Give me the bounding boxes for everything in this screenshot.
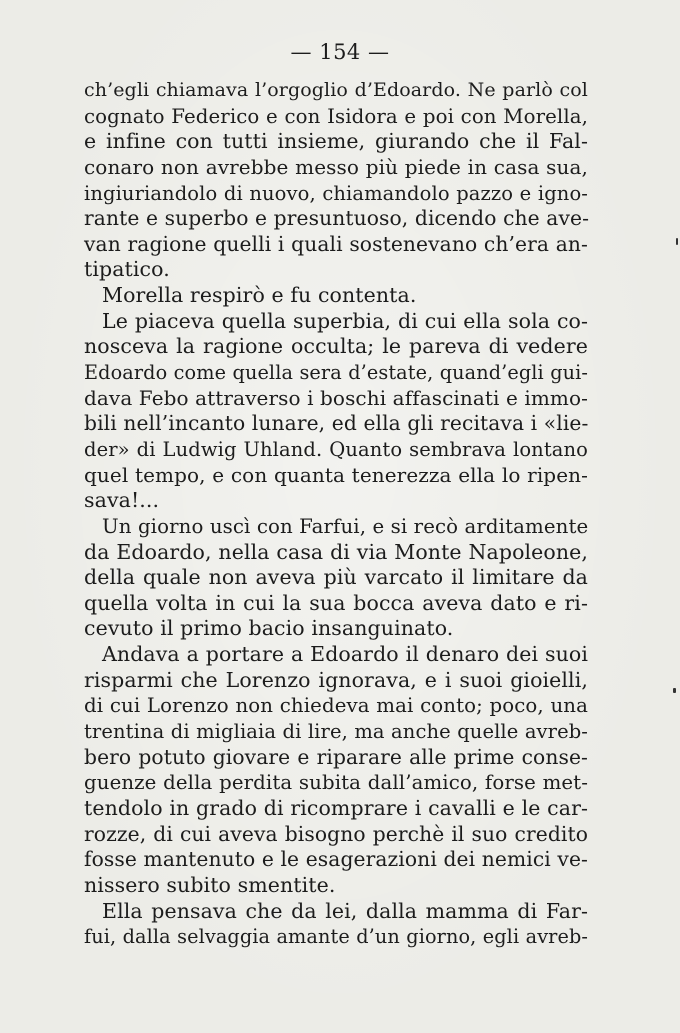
scan-speck bbox=[673, 688, 676, 693]
text-line: guenze della perdita subita dall’amico, forse met- bbox=[84, 771, 588, 795]
text-line: quel tempo, e con quanta tenerezza ella lo ripen- bbox=[84, 462, 588, 487]
text-line: bero potuto giovare e riparare alle prime conse- bbox=[84, 744, 588, 769]
text-line: nosceva la ragione occulta; le pareva di vedere bbox=[84, 334, 588, 359]
text-line: Edoardo come quella sera d’estate, quand’egli gui- bbox=[84, 361, 588, 385]
text-line: tipatico. bbox=[84, 257, 170, 282]
text-line: ch’egli chiamava l’orgoglio d’Edoardo. Ne parlò col bbox=[84, 79, 588, 101]
text-line: rante e superbo e presuntuoso, dicendo che ave- bbox=[84, 206, 590, 231]
text-line: dava Febo attraverso i boschi affascinati e immo- bbox=[84, 385, 588, 410]
text-line: fosse mantenuto e le esagerazioni dei nemici ve- bbox=[84, 847, 588, 872]
text-line: ingiuriandolo di nuovo, chiamandolo pazzo e igno- bbox=[84, 181, 588, 205]
text-line: quella volta in cui la sua bocca aveva dato e ri- bbox=[84, 590, 588, 615]
text-line: sava!... bbox=[84, 488, 160, 513]
scan-speck bbox=[676, 238, 678, 245]
text-line: della quale non aveva più varcato il limitare da bbox=[84, 565, 588, 590]
text-line: e infine con tutti insieme, giurando che il Fal- bbox=[84, 129, 588, 154]
text-line: risparmi che Lorenzo ignorava, e i suoi gioielli, bbox=[84, 667, 588, 692]
text-line: Andava a portare a Edoardo il denaro dei suoi bbox=[102, 642, 588, 667]
text-line: nissero subito smentite. bbox=[84, 872, 336, 897]
body-text bbox=[84, 78, 588, 950]
text-line: cevuto il primo bacio insanguinato. bbox=[84, 616, 454, 641]
text-line: conaro non avrebbe messo più piede in casa sua, bbox=[84, 154, 588, 179]
text-line: Un giorno uscì con Farfui, e si recò arditamente bbox=[102, 514, 589, 538]
text-line: Ella pensava che da lei, dalla mamma di Far- bbox=[102, 898, 588, 923]
text-line: fui, dalla selvaggia amante d’un giorno, egli avreb- bbox=[84, 925, 588, 949]
text-line: da Edoardo, nella casa di via Monte Napoleone, bbox=[84, 539, 588, 564]
text-line: bili nell’incanto lunare, ed ella gli recitava i «lie- bbox=[84, 411, 589, 436]
text-line: der» di Ludwig Uhland. Quanto sembrava lontano bbox=[84, 437, 588, 461]
text-line: Morella respirò e fu contenta. bbox=[102, 283, 417, 308]
text-line: di cui Lorenzo non chiedeva mai conto; poco, una bbox=[84, 694, 588, 718]
text-line: rozze, di cui aveva bisogno perchè il suo credito bbox=[84, 821, 588, 846]
text-line: cognato Federico e con Isidora e poi con Morella, bbox=[84, 104, 588, 128]
page-number: — 154 — bbox=[290, 40, 390, 64]
text-line: Le piaceva quella superbia, di cui ella sola co- bbox=[102, 308, 588, 333]
text-line: van ragione quelli i quali sostenevano ch’era an- bbox=[84, 231, 588, 256]
text-line: tendolo in grado di ricomprare i cavalli e le car- bbox=[84, 795, 588, 820]
text-line: trentina di migliaia di lire, ma anche quelle avreb- bbox=[84, 720, 588, 744]
